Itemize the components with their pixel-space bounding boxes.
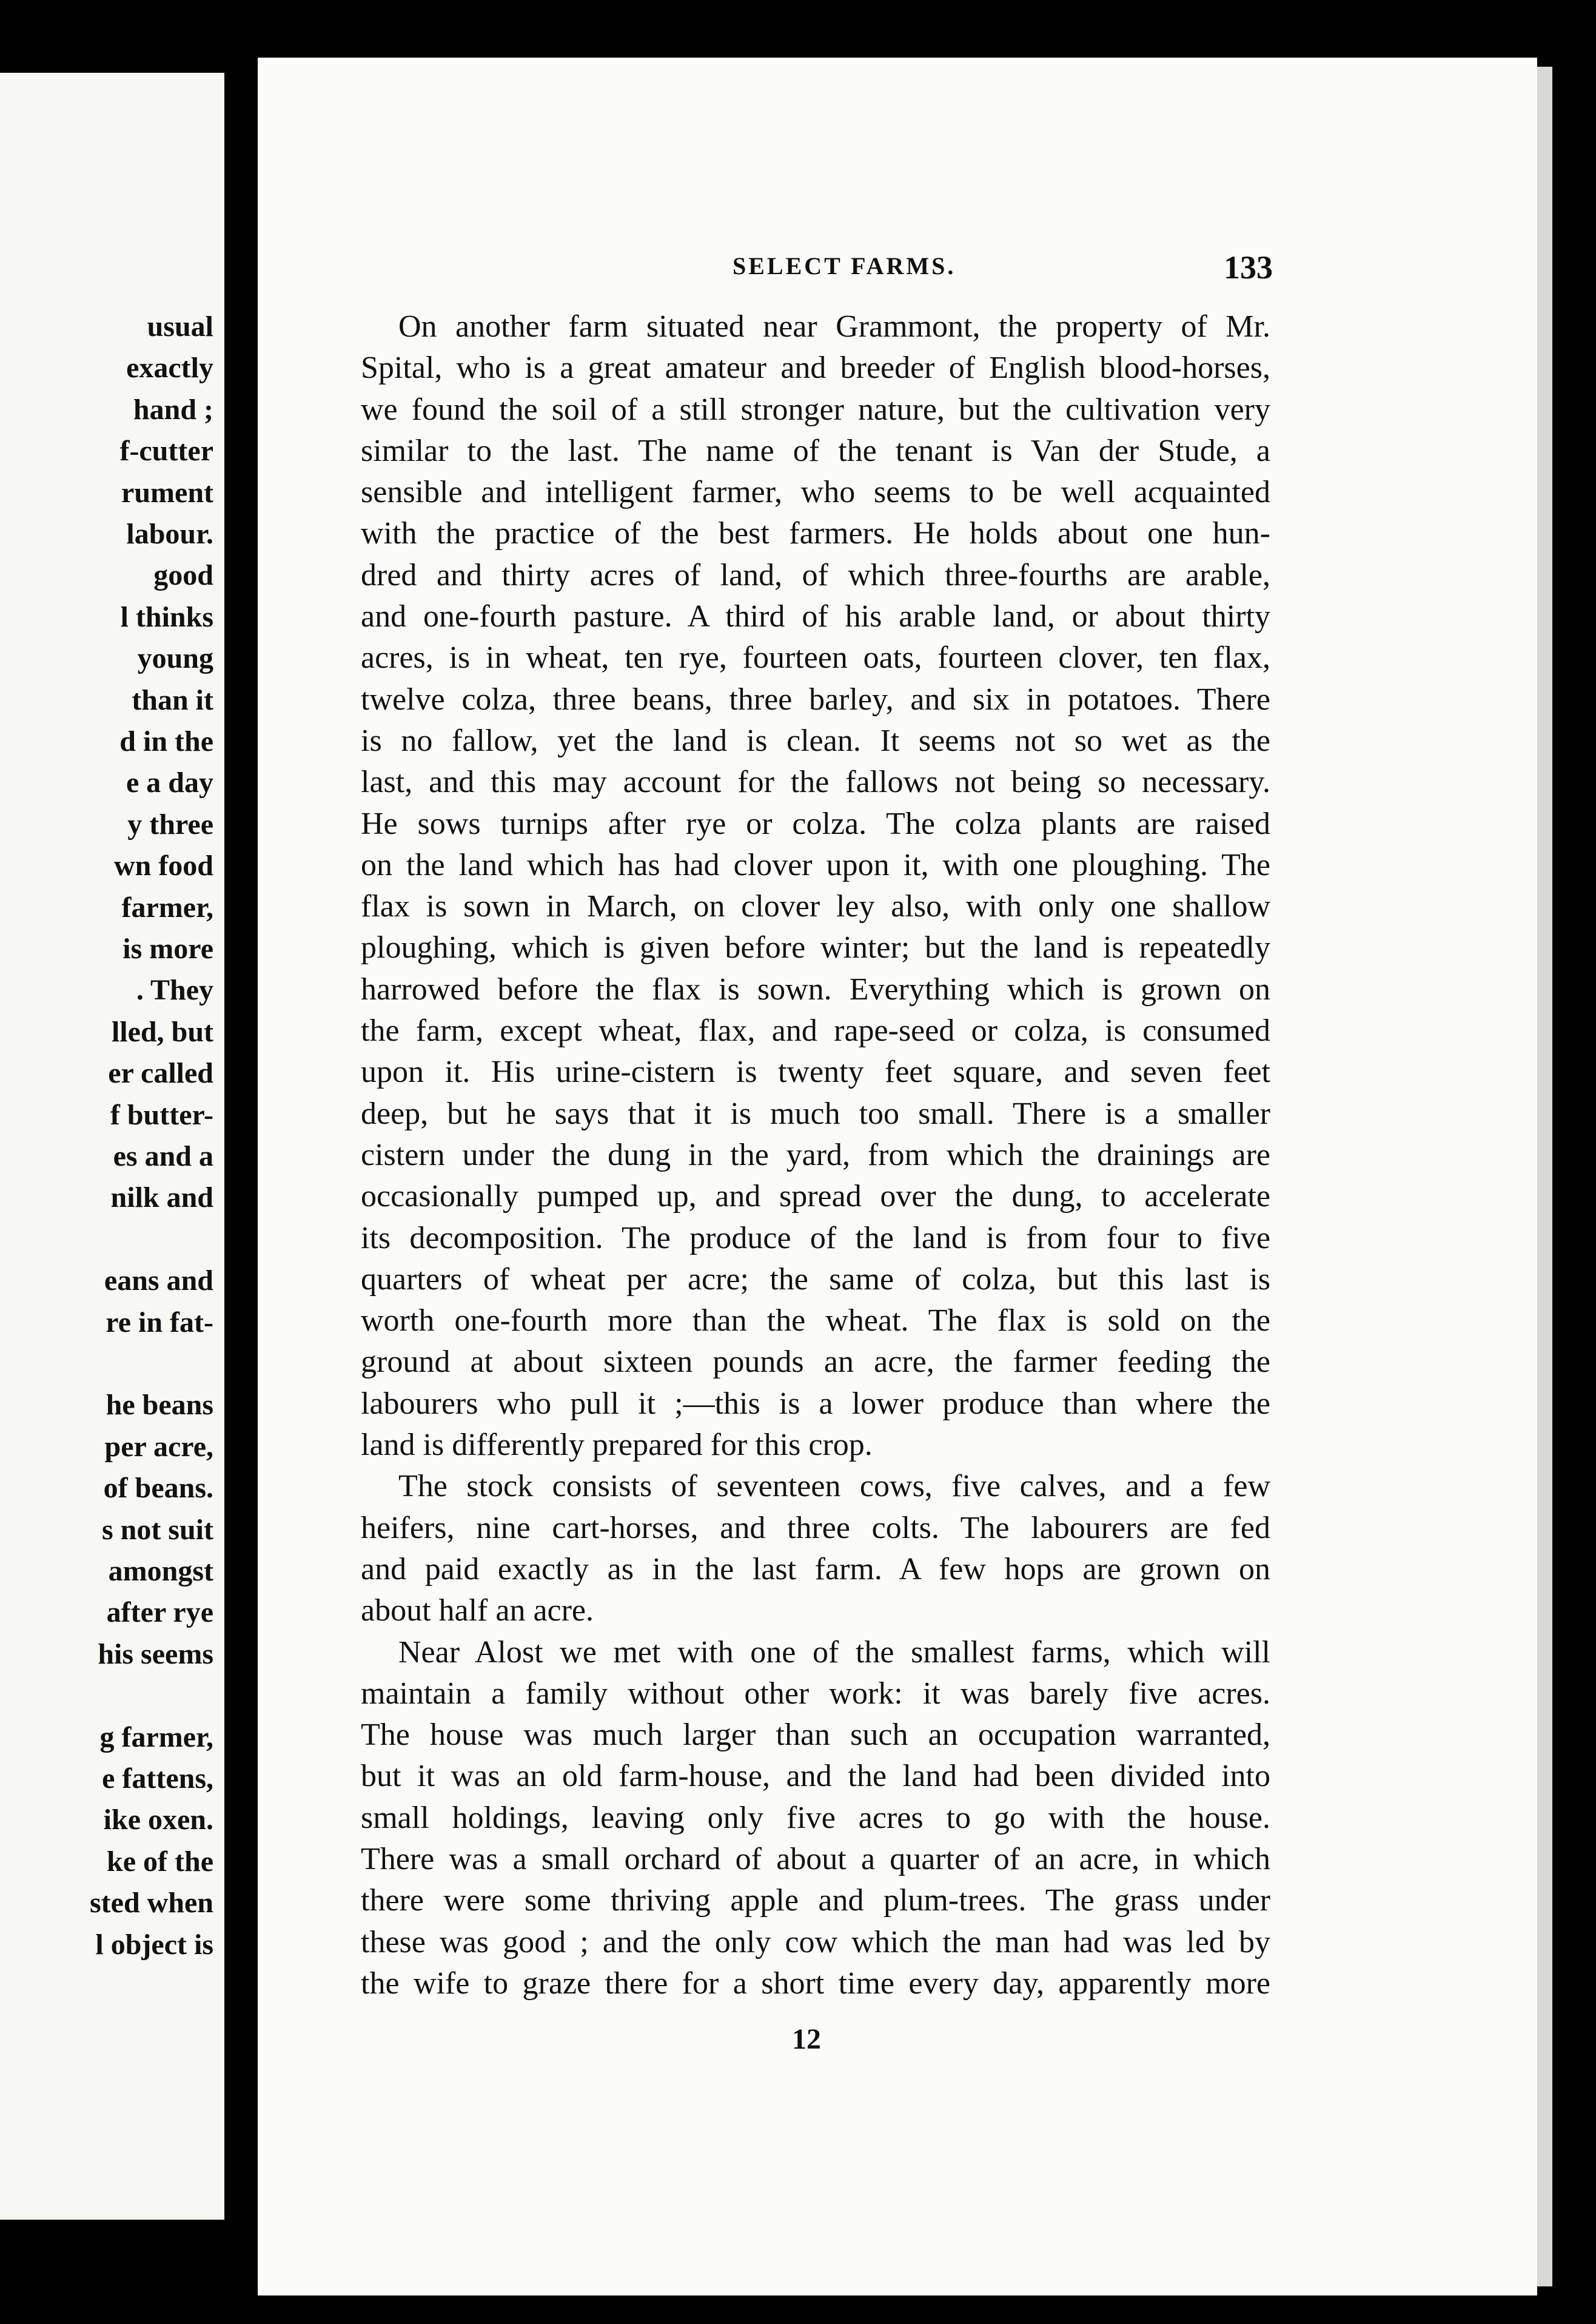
left-page-line: nilk and (110, 1181, 213, 1214)
text-line: On another farm situated near Grammont, the property of Mr. (398, 309, 1270, 344)
text-line: the wife to graze there for a short time every day, apparently more (361, 1966, 1270, 2001)
left-page (0, 73, 224, 2220)
left-page-line: is more (122, 933, 213, 965)
page-edge (1537, 67, 1552, 2286)
text-line: dred and thirty acres of land, of which three-fourths are arable, (361, 557, 1270, 593)
left-page-line: d in the (119, 725, 213, 757)
text-line: labourers who pull it ;—this is a lower produce than where the (361, 1386, 1270, 1421)
left-page-line: per acre, (104, 1430, 213, 1463)
left-page-line: f-cutter (119, 435, 213, 468)
text-line: harrowed before the flax is sown. Everything which is grown on (361, 972, 1270, 1007)
left-page-line: sted when (89, 1887, 213, 1919)
text-line: last, and this may account for the fallows not being so necessary. (361, 765, 1270, 800)
text-line: with the practice of the best farmers. He holds about one hun- (361, 516, 1270, 551)
text-line: There was a small orchard of about a quarter of an acre, in which (361, 1841, 1270, 1876)
left-page-line: rument (121, 476, 213, 509)
text-line: deep, but he says that it is much too small. There is a smaller (361, 1096, 1270, 1131)
text-line: small holdings, leaving only five acres to go with the house. (361, 1800, 1270, 1835)
text-line: but it was an old farm-house, and the land had been divided into (361, 1759, 1270, 1794)
left-page-line: farmer, (121, 891, 213, 924)
left-page-line: amongst (108, 1555, 213, 1587)
text-line: sensible and intelligent farmer, who seems to be well acquainted (361, 475, 1270, 510)
left-page-line: ke of the (107, 1845, 213, 1878)
left-page-line: f butter- (110, 1098, 213, 1131)
left-page-line: exactly (126, 352, 213, 385)
text-line: He sows turnips after rye or colza. The colza plants are raised (361, 806, 1270, 841)
left-page-line: of beans. (103, 1472, 213, 1505)
left-page-line: usual (147, 311, 213, 343)
left-page-line: e fattens, (102, 1762, 213, 1795)
left-page-line: wn food (113, 850, 213, 882)
text-line: and paid exactly as in the last farm. A few hops are grown on (361, 1551, 1270, 1587)
book-gutter (224, 61, 258, 2244)
text-line: ploughing, which is given before winter; but the land is repeatedly (361, 930, 1270, 966)
body-text (361, 306, 1270, 2004)
left-page-line: l object is (95, 1928, 213, 1961)
left-page-line: his seems (98, 1637, 213, 1670)
text-line: similar to the last. The name of the tenant is Van der Stude, a (361, 433, 1270, 468)
text-line: quarters of wheat per acre; the same of colza, but this last is (361, 1261, 1270, 1297)
text-line: occasionally pumped up, and spread over the dung, to accelerate (361, 1179, 1270, 1214)
text-line: we found the soil of a still stronger nature, but the cultivation very (361, 392, 1270, 427)
text-line: flax is sown in March, on clover ley also, with only one shallow (361, 889, 1270, 924)
page-number: 133 (1224, 249, 1273, 286)
left-page-line: young (137, 642, 213, 675)
text-line: heifers, nine cart-horses, and three colts. The labourers are fed (361, 1510, 1270, 1545)
text-line: The house was much larger than such an occupation warranted, (361, 1718, 1270, 1753)
text-line: acres, is in wheat, ten rye, fourteen oats, fourteen clover, ten flax, (361, 640, 1270, 676)
left-page-line: y three (127, 808, 213, 841)
text-line: twelve colza, three beans, three barley, and six in potatoes. There (361, 682, 1270, 717)
left-page-line: he beans (106, 1389, 213, 1422)
left-page-line: es and a (113, 1140, 213, 1172)
text-line: Near Alost we met with one of the smallest farms, which will (398, 1634, 1270, 1670)
left-page-line: labour. (126, 518, 213, 550)
text-line: maintain a family without other work: it was barely five acres. (361, 1676, 1270, 1711)
text-line: and one-fourth pasture. A third of his arable land, or about thirty (361, 599, 1270, 634)
left-page-line: e a day (126, 767, 213, 799)
left-page-line: lled, but (111, 1015, 213, 1048)
text-line: The stock consists of seventeen cows, five calves, and a few (398, 1469, 1270, 1504)
left-page-line: eans and (104, 1264, 213, 1297)
left-page-line: s not suit (101, 1513, 213, 1546)
left-page-line: l thinks (120, 600, 213, 633)
text-line: about half an acre. (361, 1593, 594, 1628)
left-page-line: . They (136, 974, 213, 1007)
left-page-line: than it (132, 683, 213, 716)
text-line: on the land which has had clover upon it, with one ploughing. The (361, 847, 1270, 882)
left-page-line: good (153, 559, 213, 592)
left-page-line: ike oxen. (103, 1804, 213, 1836)
running-head: SELECT FARMS. (733, 252, 956, 280)
text-line: there were some thriving apple and plum-trees. The grass under (361, 1883, 1270, 1918)
left-page-line: hand ; (133, 393, 213, 426)
text-line: land is differently prepared for this crop. (361, 1428, 873, 1463)
text-line: ground at about sixteen pounds an acre, the farmer feeding the (361, 1345, 1270, 1380)
left-page-line: er called (108, 1057, 213, 1090)
text-line: these was good ; and the only cow which the man had was led by (361, 1924, 1270, 1960)
left-page-line: after rye (106, 1596, 213, 1629)
text-line: cistern under the dung in the yard, from which the drainings are (361, 1137, 1270, 1172)
left-page-line: g farmer, (99, 1721, 213, 1753)
text-line: Spital, who is a great amateur and breeder of English blood-horses, (361, 351, 1270, 386)
text-line: is no fallow, yet the land is clean. It seems not so wet as the (361, 723, 1270, 758)
signature-mark: 12 (792, 2023, 821, 2055)
text-line: worth one-fourth more than the wheat. The flax is sold on the (361, 1303, 1270, 1338)
text-line: the farm, except wheat, flax, and rape-seed or colza, is consumed (361, 1013, 1270, 1049)
text-line: its decomposition. The produce of the land is from four to five (361, 1220, 1270, 1255)
text-line: upon it. His urine-cistern is twenty feet square, and seven feet (361, 1055, 1270, 1090)
left-page-line: re in fat- (106, 1306, 213, 1338)
